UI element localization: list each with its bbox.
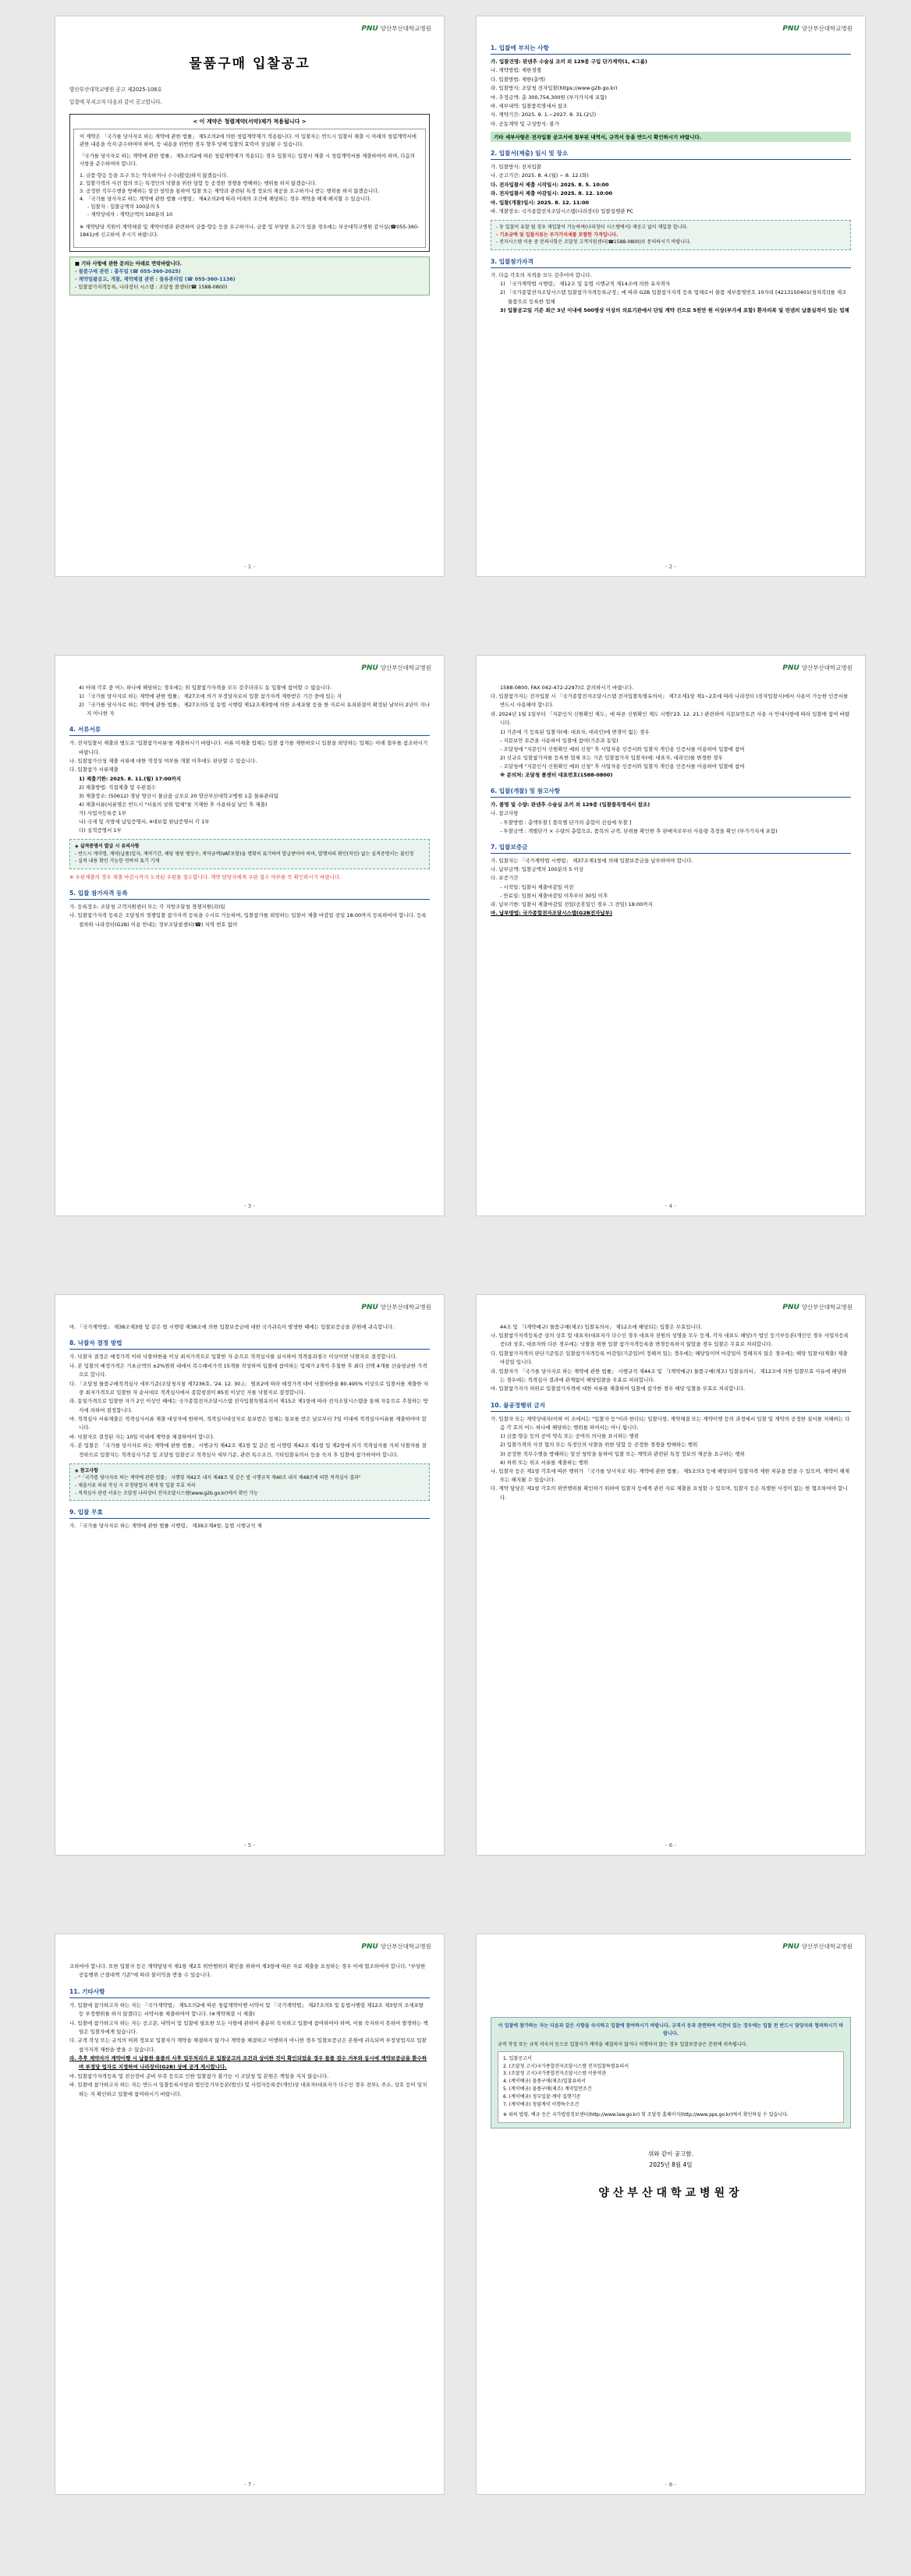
page-3 bbox=[55, 655, 445, 1216]
list-item: 마. 입찰(개찰)일시: 2025. 8. 12. 11:00 bbox=[491, 199, 590, 206]
list-item: 다. 입찰참가자격의 판단기준일은 입찰참가자격등록 마감일(기준일)이 정해져 있는 경우에는 해당일이며 마감일이 정해지지 않은 경우에는 해당 입찰서(제출) 제출마감일 입니다. bbox=[491, 1350, 848, 1366]
list-item: 다. 전자입찰서 제출 시작일시: 2025. 8. 5. 10:00 bbox=[491, 181, 609, 188]
section-heading: 11. 기타사항 bbox=[69, 1987, 430, 1998]
highlight-note: 기타 세부사항은 전자입찰 공고서에 첨부된 내역서, 규격서 등을 반드시 확인하시기 바랍니다. bbox=[491, 132, 851, 142]
list-item: - 조달청에 "지문인식 신원확인 예외 신청" 후 사업자용 인증서와 입찰자 개인용 인증서를 이용하여 입찰에 참여 bbox=[500, 745, 745, 752]
info-box-line: ◈ 참고사항 bbox=[75, 1467, 98, 1474]
list-item: ※ 문의처: 조달청 콜센터 대표번호(1588-0800) bbox=[500, 771, 613, 778]
page-number: - 7 - bbox=[244, 2482, 255, 2488]
list-item: 가. 「국가를 당사자로 하는 계약에 관한 법률 시행령」 제39조제4항, 동법 시행규칙 제 bbox=[69, 1523, 262, 1530]
list-item: - 투찰금액 : 개별단가 × 수량의 총합으로, 품목의 규격, 단위를 확인한 후 판매자로부터 사용량 측정을 확인 (부가가치세 포함) bbox=[500, 827, 778, 834]
notice-item: 1. 금품·향응 등을 요구 또는 약속하거나 수수(授受)하지 않겠습니다. bbox=[80, 172, 229, 179]
hospital-logo bbox=[782, 1303, 853, 1311]
reference-footer: ※ 위의 법령, 예규 등은 국가법령정보센터(http://www.law.go.kr) 및 조달청 홈페이지(http://www.pps.go.kr)에서 확인하실 수 있습니다. bbox=[503, 2111, 789, 2118]
hospital-logo bbox=[361, 24, 431, 33]
list-item: 나) 국세 및 지방세 납입증명서, 4대보험 완납증명서 각 1부 bbox=[79, 818, 210, 825]
list-item: 나. 공고기간: 2025. 8. 4.(월) ~ 8. 12.(화) bbox=[491, 172, 589, 179]
page-6 bbox=[476, 1294, 866, 1856]
page-number: - 6 - bbox=[665, 1842, 676, 1849]
list-item: 다. 보증기간 bbox=[491, 875, 519, 882]
info-box-line: - 기초금액 및 입찰서류는 부가가치세를 포함한 가격입니다. bbox=[496, 232, 619, 238]
document-title: 물품구매 입찰공고 bbox=[189, 56, 310, 72]
list-item: 라. 2024년 1월 1일부터 「지문인식 신원확인 제도」에 따른 신원확인 제도 시행('23. 12. 21.) 관련하여 지문보안토큰 사용 시 안내사항에 따라 입찰에 참여 바랍니다. bbox=[491, 710, 850, 727]
list-item: 조하여야 합니다. 또한 입찰자 등은 계약담당자 제1항 제2호 위반행위의 확인을 위하여 제3항에 따른 자료 제출을 요청하는 경우 이에 협조하여야 합니다. "부당한 공동행위 근절대책 기준"에 따라 불이익을 받을 수 있습니다. bbox=[69, 1963, 426, 1979]
final-notice-line: 규격 작성 또는 규칙 미숙지 등으로 입찰자가 계약을 체결하지 않거나 이행하지 않는 경우 입찰보증금은 본원에 귀속됩니다. bbox=[498, 2041, 748, 2047]
list-item: 아. 공동계약 및 구성방식: 불가 bbox=[491, 120, 559, 127]
list-item: 마. 입찰참가자가 허위로 입찰참가자격에 대한 서류를 제출하여 입찰에 참가한 경우 해당 입찰을 무효로 처리합니다. bbox=[491, 1385, 746, 1392]
integrity-notice bbox=[69, 114, 430, 251]
reference-item: 4. (계약예규) 물품구매(제조)입찰유의서 bbox=[503, 2079, 586, 2085]
list-item: 마. 추정금액: 총 300,754,300원 (부가가치세 포함) bbox=[491, 94, 607, 101]
reference-item: 5. (계약예규) 물품구매(제조) 계약일반조건 bbox=[503, 2086, 592, 2093]
logo-mark: PNU bbox=[782, 663, 799, 672]
list-item: 가. 입찰자는 「국가계약법 시행령」 제37조제1항에 의해 입찰보증금을 납부하여야 합니다. bbox=[491, 857, 693, 864]
contact-head: ■ 기타 사항에 관한 문의는 아래로 연락바랍니다. bbox=[75, 260, 183, 267]
integrity-notice-inner bbox=[73, 129, 426, 247]
notice-item: 3. 공정한 직무수행을 방해하는 알선·청탁을 통하여 입찰 또는 계약과 관련된 특정 정보의 제공을 요구하거나 받는 행위를 하지 않겠습니다. bbox=[80, 187, 380, 194]
list-item: 다. 입찰참가 서류제출 bbox=[69, 766, 119, 773]
final-notice-head: 이 입찰에 참가하는 자는 다음과 같은 사항을 숙지하고 입찰에 참여하시기 바랍니다. 규격서 등과 관련하여 이견이 있는 경우에는 입찰 전 반드시 담당자와 협의하시기 바랍니다. bbox=[498, 2023, 844, 2036]
logo-name: 양산부산대학교병원 bbox=[380, 25, 431, 32]
info-box-line: - 실적 내용 확인 가능한 연락처 표기 기재 bbox=[75, 858, 160, 865]
list-item: 나. 납부금액: 입찰금액의 100분의 5 이상 bbox=[491, 866, 584, 873]
list-item: 바. 세부내역: 입찰품목명세서 참조 bbox=[491, 102, 568, 109]
list-item: 3) 입찰공고일 기준 최근 3년 이내에 500병상 이상의 의료기관에서 단일 계약 건으로 5천만 원 이상(부가세 포함) 환자의복 및 린넨의 납품실적이 있는 업체 bbox=[500, 306, 849, 313]
list-item: 마. 「국가계약법」 제38조제3항 및 같은 법 시행령 제38조에 의한 입찰보증금에 대한 국가귀속이 발생한 때에는 입찰보증금을 본원에 귀속합니다. bbox=[69, 1324, 395, 1330]
page-7 bbox=[55, 1934, 445, 2495]
list-item: 4) 아래 각호 중 어느 하나에 해당하는 경우에는 위 입찰참가자격을 모두 갖추더라도 동 입찰에 참여할 수 없습니다. bbox=[79, 685, 332, 691]
hospital-logo bbox=[782, 663, 853, 672]
list-item: 4) 허위 또는 위조 서류를 제출하는 행위 bbox=[500, 1459, 589, 1466]
list-item: 2) 입찰가격의 사전 협의 또는 특정인의 낙찰을 위한 담합 등 공정한 경쟁을 방해하는 행위 bbox=[500, 1442, 698, 1449]
list-item: 다. 계약 담당은 제1항 각호의 위반행위를 확인하기 위하여 입찰자 등에게 관련 자료 제출을 요청할 수 있으며, 입찰자 등은 특별한 사정이 없는 한 협조하여야 합니다. bbox=[491, 1485, 848, 1501]
contact-g2b: - 입찰참가자격등록, 나라장터 시스템 : 조달청 콜센터(☎ 1588-0800) bbox=[75, 284, 228, 290]
list-item: - 만료일: 입찰서 제출마감일 이후부터 30일 이후 bbox=[500, 892, 608, 899]
logo-name: 양산부산대학교병원 bbox=[801, 1304, 853, 1311]
logo-mark: PNU bbox=[361, 24, 378, 33]
list-item: 1) 제출기한: 2025. 8. 11.(월) 17:00까지 bbox=[79, 775, 182, 782]
list-item: 마. 입찰참가자격등록 및 전산장비 준비 부족 등으로 인한 입찰참가 불가능 시 조달청 및 본원은 책임을 지지 않습니다. bbox=[69, 2072, 329, 2079]
page-8 bbox=[476, 1934, 866, 2495]
list-item: 1) 기존에 기 등록된 입찰자(예: 대표자, 대리인)에 변경이 없는 경우 bbox=[500, 728, 650, 735]
logo-mark: PNU bbox=[361, 1303, 378, 1311]
page-number: - 8 - bbox=[665, 2482, 676, 2488]
info-box-line: - "「국가를 당사자로 하는 계약에 관한 법률」 시행령 제42조 내지 제48조 및 같은 법 시행규칙 제40조 내지 제48조에 의한 적격심사 결과" bbox=[75, 1475, 361, 1481]
section-heading: 1. 입찰에 부치는 사항 bbox=[491, 44, 851, 55]
list-item: 마. 적격심사 서류제출은 적격심사서류 제출 대상자에 한하며, 적격심사대상자로 통보받은 업체는 통보를 받은 날로부터 7일 이내에 적격심사서류를 제출하여야 합니다. bbox=[69, 1416, 427, 1431]
integrity-notice-title: < 이 계약은 청렴계약(서약)제가 적용됩니다 > bbox=[193, 119, 307, 126]
list-item: 1) 「국가를 당사자로 하는 계약에 관한 법률」 제27조에 의거 부정당자로서 입찰 참가자격 제한받은 기간 중에 있는 자 bbox=[79, 693, 342, 700]
list-item: 가. 다음 각호의 자격을 모두 갖추어야 합니다. bbox=[491, 272, 592, 279]
info-box bbox=[69, 1463, 430, 1501]
notice-item: 2. 입찰가격의 사전 협의 또는 특정인의 낙찰을 위한 담합 등 공정한 경쟁을 방해하는 행위를 하지 않겠습니다. bbox=[80, 180, 317, 187]
list-item: 2) 「국가종합전자조달시스템 입찰참가자격등록규정」에 따라 G2B 입찰참가자격 등록 업체로서 물품 세부품명번호 10자리 [4213150401(청차복)]를 제조물품으로 등록한 업체 bbox=[500, 289, 847, 305]
reference-item: 2. (조달청 고시)국가종합전자조달시스템 전자입찰특별유의서 bbox=[503, 2063, 629, 2069]
reference-list bbox=[498, 2051, 844, 2123]
list-item: 바. 입찰에 참가하고자 하는 자는 반드시 입찰등록사항과 법인등기부등본(법인) 및 사업자등록증(개인)상 대표자(대표자가 다수인 경우 전부), 주소, 상호 등이 일치하는 지 확인하고 입찰에 참여하시기 바랍니다. bbox=[69, 2082, 427, 2097]
list-item: 가. 등록장소: 조달청 고객지원센터 또는 각 지방조달청 경쟁지원(과)팀 bbox=[69, 903, 225, 910]
list-item: 가. 입찰자 또는 계약상대자(이하 이 조에서는 "입찰자 등"이라 한다)는 입찰사항, 계약체결 또는 계약이행 등의 과정에서 입찰 및 계약의 공정한 질서를 저해하는 다음 각 호의 어느 하나에 해당하는 행위를 하여서는 아니 됩니다. bbox=[491, 1415, 850, 1431]
list-item: 4) 제출서류(서류명은 반드시 "서울의 상위 업체"를 기재한 후 사용하실 날인 후 제출) bbox=[79, 801, 268, 808]
list-item: 2) 신규로 입찰참가자를 등록한 업체 또는 기존 입찰참가자 입찰자(예: 대표자, 대리인)를 변경한 경우 bbox=[500, 754, 723, 761]
page-number: - 4 - bbox=[665, 1203, 676, 1209]
hospital-logo bbox=[361, 663, 431, 672]
list-item: 가. 입찰건명: 판넨추 수술실 조끼 외 129종 구입 단가계약(1, 4그룹) bbox=[491, 58, 647, 65]
list-item: 3) 제출장소: (50612) 경남 양산시 물금읍 금오로 20 양산부산대학교병원 1층 물류관리팀 bbox=[79, 792, 279, 799]
page-5 bbox=[55, 1294, 445, 1856]
page-2 bbox=[476, 16, 866, 577]
logo-mark: PNU bbox=[361, 1942, 378, 1951]
list-item: 2) 제출방법: 직접제출 및 우편접수 bbox=[79, 784, 156, 791]
info-box bbox=[69, 839, 430, 869]
page-4 bbox=[476, 655, 866, 1216]
list-item: 나. 입찰참가신청 제출 서류에 대한 적정성 여부를 개찰 이후에도 판단할 수 있습니다. bbox=[69, 757, 257, 764]
list-item: 다. 입찰참가자는 전자입찰 시 「국가종합전자조달시스템 전자입찰특별유의서」 제7조제1항 제1~2호에 따라 나라장터 (전자입찰시)에서 사용이 가능한 인증서를 반드시 사용해야 합니다. bbox=[491, 693, 849, 709]
date-value: 2025년 8월 4일 bbox=[649, 2161, 693, 2169]
reference-item: 7. (계약예규) 청렴계약 이행특수조건 bbox=[503, 2102, 580, 2108]
list-item: 사. 계약기간: 2025. 9. 1.~2027. 8. 31.(2년) bbox=[491, 111, 597, 119]
list-item: 나. 입찰자 등은 제1항 각호에 따른 행위가 「국가를 당사자로 하는 계약에 관한 법률」 제5조의3 등에 해당되어 입찰자격 제한 처분을 받을 수 있으며, 계약이 해제 또는 해지될 수 있습니다. bbox=[491, 1467, 850, 1483]
list-item: 마. 납부방법: 국가종합전자조달시스템(G2B전자납부) bbox=[491, 910, 612, 917]
logo-name: 양산부산대학교병원 bbox=[380, 1304, 431, 1311]
info-box-line: - 제출서류 허위 작성 시 부정당업자 제재 및 입찰 무효 처리 bbox=[75, 1483, 196, 1489]
list-item: 나. 입찰참가자격 등록은 조달청의 경쟁입찰 참가자격 등록을 수시로 가능하며, 입찰참가를 희망하는 입찰서 제출 마감일 전일 18:00까지 등록하여야 합니다. 등록절차와 나라장터(G2B) 이용 안내는 정부조달콜센터(☎) 지역 번호 없이 bbox=[69, 912, 427, 928]
logo-mark: PNU bbox=[782, 1303, 799, 1311]
logo-name: 양산부산대학교병원 bbox=[380, 664, 431, 671]
final-notice-box bbox=[491, 2017, 851, 2128]
page-number: - 5 - bbox=[244, 1842, 255, 1849]
section-heading: 7. 입찰보증금 bbox=[491, 843, 851, 854]
list-item: 다. 「조달청 물품구매적격심사 세부기준(조달청지침 제7236호, '24. 12. 30.)」 별표2에 따라 예정가격 대비 낙찰하한율 80.495% 이상으로 입찰서를 제출한 자 중 최저가격으로 입찰한 자 순서대로 적격심사에서 종합평점이 85점 이상인 자를 낙찰자로 결정합니다. bbox=[69, 1380, 428, 1396]
contact-contract: - 계약일괄공고, 개찰, 계약체결 관련 : 물류관리팀 (☎ 055-360-1136) bbox=[75, 276, 236, 282]
section-heading: 4. 서류서류 bbox=[69, 725, 430, 736]
hospital-logo bbox=[782, 1942, 853, 1951]
notice-number: 양산부산대학교병원 공고 제2025-108호 bbox=[69, 87, 162, 93]
list-item: 2) 「국가를 당사자로 하는 계약에 관한 법률」 제27조의5 및 동법 시행령 제12조제3항에 의한 조세포탈 등을 한 자로서 유죄판결이 확정된 날부터 2년이 지나지 아니한 자 bbox=[79, 702, 430, 717]
list-item: 사. 본 입찰은 「국가를 당사자로 하는 계약에 관한 법률」 시행규칙 제42조 제1항 및 같은 법 시행령 제42조 제1항 및 제2항에 의거 적격심사를 거쳐 낙찰자를 결정하므로 입찰자는 적격심사기준 및 조달청 입찰공고 적격심사 세부기준, 관련 특수조건, 기타입찰유의서 등을 숙지 후 입찰에 참가하여야 합니다. bbox=[69, 1442, 427, 1458]
list-item: 가. 입찰에 참가하고자 하는 자는 「국가계약법」 제5조의2에 따른 청렴계약이행 서약서 및 「국가계약법」 제27조의5 및 동법시행령 제12조 제3항의 조세포탈 등 부정행위를 하지 않겠다는 서약서를 제출하여야 합니다. (※계약체결 시 제출) bbox=[69, 2001, 424, 2018]
list-item: 나. 참고사항 bbox=[491, 810, 519, 817]
reference-item: 3. (조달청 고시)국가종합전자조달시스템 이용약관 bbox=[503, 2071, 607, 2077]
list-item: - 조달청에 "지문인식 신원확인 예외 신청" 후 사업자용 인증서와 입찰자 개인용 인증서를 이용하여 입찰에 참여 bbox=[500, 763, 745, 770]
hospital-logo bbox=[361, 1303, 431, 1311]
list-item: 나. 입찰에 참가하고자 하는 자는 공고문, 내역서 및 입찰에 필요한 모든 사항에 관하여 충분히 숙지하고 입찰에 참여하여야 하며, 이를 숙지하지 못하여 발생하는 책임은 입찰자에게 있습니다. bbox=[69, 2019, 428, 2035]
date-label: 위와 같이 공고함. bbox=[648, 2150, 693, 2157]
reference-item: 6. (계약예규) 정부입찰·계약 집행기준 bbox=[503, 2094, 581, 2100]
info-box-line: - 동 입찰이 유찰 될 경우 재입찰이 가능하며(나라장터 시스템에서) 재공고 없이 재입찰 합니다. bbox=[496, 225, 689, 231]
section-heading: 3. 입찰참가자격 bbox=[491, 257, 851, 268]
notice-footer: ※ 계약담당 직원이 계약체결 및 계약이행과 관련하여 금품·향응 등을 요구하거나, 금품 및 부당한 요구가 있을 경우에는 부산대학교병원 감사실(☎055-360-1841)에 신고하여 주시기 바랍니다. bbox=[80, 223, 420, 238]
list-item: 나. 계약방법: 제한경쟁 bbox=[491, 67, 541, 74]
list-item: 다. 규격 작성 또는 규칙의 허위 정보로 입찰자가 계약을 체결하지 않거나 계약을 체결하고 이행하지 아니한 경우 입찰보증금은 본원에 귀속되며 부정당업자로 입찰참가자격 제한을 받을 수 있습니다. bbox=[69, 2037, 427, 2053]
section-heading: 2. 입찰서(제출) 일시 및 장소 bbox=[491, 149, 851, 160]
info-box-line: - 전자시스템 이용 중 문의사항은 조달청 고객지원센터(☎1588-0800)로 문의하시기 바랍니다. bbox=[496, 239, 691, 246]
list-item: 라. 전자입찰서 제출 마감일시: 2025. 8. 12. 10:00 bbox=[491, 190, 613, 197]
list-item: 라. 동일가격으로 입찰한 자가 2인 이상인 때에는 국가종합전자조달시스템 전자입찰특별유의서 제15조 제1항에 따라 전자조달시스템을 통해 자동으로 추첨하는 방식에 의하여 결정합니다. bbox=[69, 1398, 428, 1414]
page-number: - 1 - bbox=[244, 564, 255, 570]
list-item: 가) 사업자등록증 1부 bbox=[79, 809, 127, 816]
section-heading: 10. 물공정행위 금지 bbox=[491, 1401, 851, 1412]
list-item: 44조 및 「(계약예규) 물품구매(제조) 입찰유의서」 제12조에 해당되는 입찰은 무효입니다. bbox=[500, 1324, 703, 1330]
warning-text: ※ 우편제출의 경우 제출 마감시까지 도착된 우편물 접수합니다. 계약 담당자에게 우편 접수 여부를 꼭 확인하시기 바랍니다. bbox=[69, 873, 342, 880]
logo-name: 양산부산대학교병원 bbox=[801, 25, 853, 32]
list-item: - 투찰방법 : 총액투찰 [ 품목별 단가의 총합이 산심에 투찰 ] bbox=[500, 819, 632, 826]
notice-paragraph-1: 이 계약은 「국가를 당사자로 하는 계약에 관한 법률」 제5조의2에 의한 청렴계약제가 적용됩니다. 이 입찰자는 반드시 입찰서 제출 시 아래의 청렴계약서에 관한 내용을 숙지·준수하여야 하며, 등 내용을 위반한 경우 향후 당해 입찰의 효력이 상실될 수 있습니다. bbox=[80, 133, 417, 148]
notice-item: - 입찰자 : 입찰금액의 100분의 5 bbox=[87, 203, 160, 210]
hospital-logo bbox=[361, 1942, 431, 1951]
logo-name: 양산부산대학교병원 bbox=[380, 1943, 431, 1950]
signer: 양산부산대학교병원장 bbox=[598, 2187, 743, 2200]
page-1 bbox=[55, 16, 445, 577]
notice-item: 4. 「국가를 당사자로 하는 계약에 관한 법률 시행령」 제4조의2에 따라 아래의 조건에 해당하는 경우 계약을 해제·해지할 수 있습니다. bbox=[80, 195, 372, 202]
list-item: - 시작일: 입찰서 제출마감일 이전 bbox=[500, 883, 574, 890]
list-item: 1) 「국가계약법 시행령」 제12조 및 동법 시행규칙 제14조에 의한 유자격자 bbox=[500, 281, 671, 288]
list-item: 라. 추후 계약자가 계약이행 시 납품한 물품의 사후 업무처리가 본 입찰공고의 조건과 상이한 것이 확인되었을 경우 물품 검수 거부와 동시에 계약보증금을 환수하며 부정당 업자로 지정하여 나라장터(G2B) 상에 공개 게시합니다. bbox=[69, 2055, 427, 2071]
list-item: - 지문보안 토큰을 사용하여 입찰에 참여(기존과 동일) bbox=[500, 737, 619, 744]
list-item: 라. 납부기한: 입찰서 제출마감일 전일(공휴일인 경우 그 전일) 18:00까지 bbox=[491, 901, 653, 908]
section-heading: 8. 낙찰자 결정 방법 bbox=[69, 1339, 430, 1350]
list-item: 나. 본 입찰의 예정가격은 기초금액의 ±2%범위 내에서 복수예비가격 15개를 작성하여 입찰에 참여하는 업체가 2개씩 추첨한 후 최다 선택 4개를 산술평균한 가격으로 합니다. bbox=[69, 1362, 427, 1378]
list-item: 1) 금품·향응 등의 공여 약속 또는 공여의 의사를 표시하는 행위 bbox=[500, 1433, 640, 1440]
section-heading: 5. 입찰 참가자격 등록 bbox=[69, 889, 430, 900]
logo-mark: PNU bbox=[361, 663, 378, 672]
logo-name: 양산부산대학교병원 bbox=[801, 1943, 853, 1950]
list-item: 가. 낙찰자 결정은 예정가격 이하 낙찰하한율 이상 최저가격으로 입찰한 자 순으로 적격심사를 실시하여 적격통과점수 이상이면 낙찰자로 결정합니다. bbox=[69, 1353, 398, 1361]
page-number: - 3 - bbox=[244, 1203, 255, 1209]
info-box-line: - 적격심사 관련 서류는 조달청 나라장터 전자조달시스템(www.g2b.go.kr)에서 확인 가능 bbox=[75, 1490, 258, 1496]
list-item: 라. 입찰자가 「국가를 당사자로 하는 계약에 관한 법률」 시행규칙 제44조 및 「(계약예규) 물품구매(제조) 입찰유의서」 제12조에 의한 입찰무효 사유에 해당하는 경우에는 적격심사 결과에 관계없이 해당입찰을 무효로 처리합니다. bbox=[491, 1368, 847, 1383]
logo-name: 양산부산대학교병원 bbox=[801, 664, 853, 671]
list-item: 다. 입찰방법: 제한(총액) bbox=[491, 76, 545, 83]
intro-text: 입찰에 부치고자 다음과 같이 공고합니다. bbox=[69, 99, 162, 106]
logo-mark: PNU bbox=[782, 24, 799, 33]
logo-mark: PNU bbox=[782, 1942, 799, 1951]
section-heading: 9. 입찰 무효 bbox=[69, 1508, 430, 1519]
list-item: 바. 개찰장소: 국가종합전자조달시스템(나라장터) 입찰집행관 PC bbox=[491, 207, 634, 214]
reference-item: 1. 입찰공고서 bbox=[503, 2055, 532, 2061]
list-item: 가. 입찰방식: 전자입찰 bbox=[491, 164, 541, 170]
list-item: 1588-0800, FAX 042-472-2297)로 문의하시기 바랍니다. bbox=[500, 685, 634, 691]
section-heading: 6. 입찰(개찰) 및 참고사항 bbox=[491, 787, 851, 798]
list-item: 가. 전자입찰서 제출과 별도로 '입찰참가서류'를 제출하시기 바랍니다. 서류 미제출 업체는 입찰 참가를 제한하오니 입찰을 희망하는 업체는 아래 첨부를 참조하시기 바랍니다. bbox=[69, 740, 428, 755]
contact-purchase: - 물품구매 관련 : 총무팀 (☎ 055-360-2025) bbox=[75, 268, 181, 274]
list-item: 다) 실적증명서 1부 bbox=[79, 826, 122, 833]
list-item: 나. 입찰참가자격등록증 상의 상호 및 대표자(대표자가 다수인 경우 대표자 전원의 성명을 모두 등재, 각자 대표도 해당)가 법인 등기부등본(개인인 경우 사업자등록증)과 상호, 대표자와 다른 경우에는 낙찰을 위한 입찰 참가자격등록을 변경등록하지 않았을 경우 입찰은 무효로 처리합니다. bbox=[491, 1332, 849, 1348]
list-item: 가. 품명 및 수량: 판넨추 수술실 조끼 외 129종 (입찰품목명세서 참조) bbox=[491, 801, 650, 808]
list-item: 바. 낙찰자로 결정된 자는 10일 이내에 계약을 체결하여야 합니다. bbox=[69, 1433, 214, 1440]
list-item: 라. 입찰방식: 조달청 전자입찰(https://www.g2b.go.kr) bbox=[491, 85, 618, 92]
announcement-date bbox=[491, 2149, 851, 2171]
list-item: 3) 공정한 직무수행을 방해하는 알선·청탁을 통하여 입찰 또는 계약과 관련된 특정 정보의 제공을 요구하는 행위 bbox=[500, 1450, 745, 1457]
hospital-logo bbox=[782, 24, 853, 33]
notice-item: - 계약상대자 : 계약금액의 100분의 10 bbox=[87, 211, 173, 218]
notice-paragraph-2: 「국가를 당사자로 하는 계약에 관한 법률」 제5조의2에 따른 청렴계약제가 적용되는 경우 입찰자는 입찰서 제출 시 청렴계약서를 제출하여야 하며, 다음의 사항을 준수하여야 합니다. bbox=[80, 153, 415, 168]
info-box-line: - 반드시 계약명, 계약(납품)일자, 계약기간, 해당 병원 병상수, 계약금액(VAT포함)을 명확히 표기하여 발급받아야 하며, 발행처의 확인(직인) 없는 실적증명서는 불인정 bbox=[75, 851, 414, 857]
info-box bbox=[491, 220, 851, 250]
contact-box bbox=[69, 257, 430, 295]
info-box-line: ◈ 실적증명서 발급 시 유의사항 bbox=[75, 844, 140, 850]
page-number: - 2 - bbox=[665, 564, 676, 570]
